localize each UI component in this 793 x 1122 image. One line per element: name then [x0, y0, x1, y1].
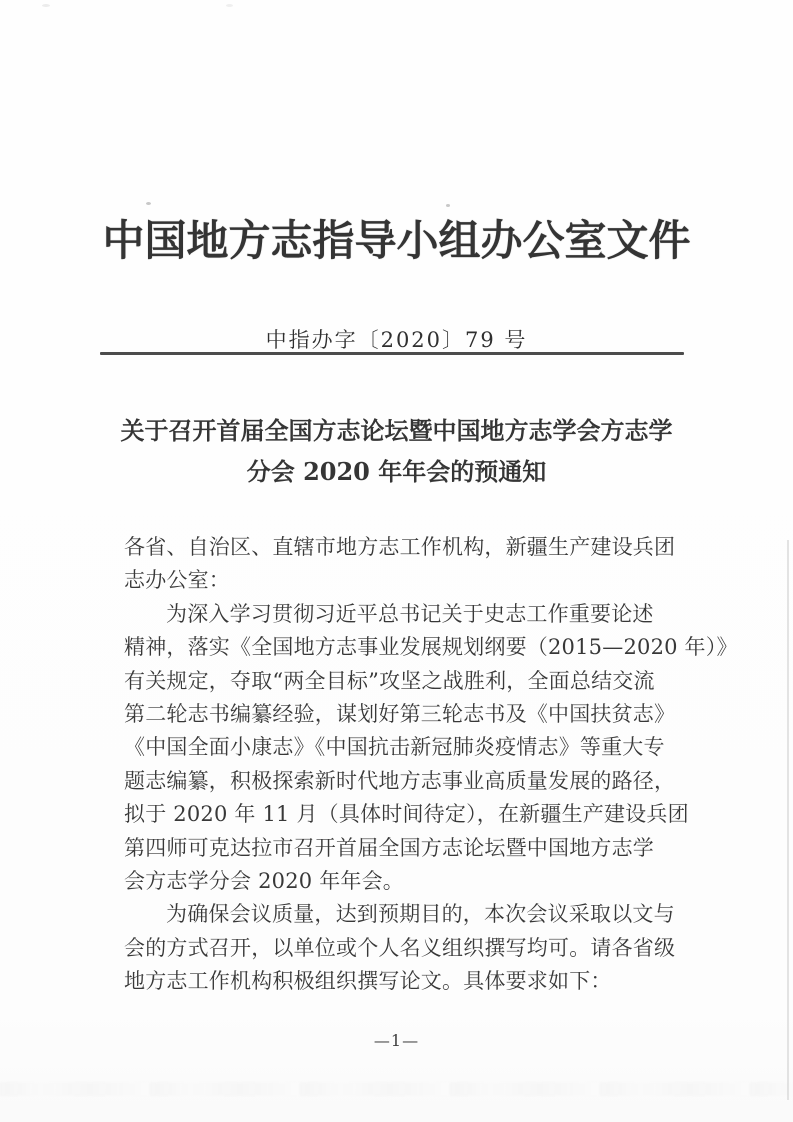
- body-line: 第二轮志书编纂经验，谋划好第三轮志书及《中国扶贫志》: [124, 702, 676, 727]
- body-line: 各省、自治区、直辖市地方志工作机构，新疆生产建设兵团: [124, 535, 676, 559]
- scan-speck: [42, 4, 50, 7]
- document-body: [124, 531, 738, 999]
- body-line: 《中国全面小康志》《中国抗击新冠肺炎疫情志》等重大专: [124, 735, 665, 760]
- body-line: 地方志工作机构积极组织撰写论文。具体要求如下：: [124, 969, 612, 994]
- document-number: 中指办字〔2020〕79 号: [265, 328, 528, 352]
- body-line: 有关规定，夺取“两全目标”攻坚之战胜利，全面总结交流: [124, 668, 655, 693]
- body-line: 拟于 2020 年 11 月（具体时间待定），在新疆生产建设兵团: [124, 802, 689, 827]
- scan-noise-band: [0, 1082, 793, 1096]
- body-line: 第四师可克达拉市召开首届全国方志论坛暨中国地方志学: [124, 835, 654, 860]
- body-line: 题志编纂，积极探索新时代地方志事业高质量发展的路径，: [124, 768, 676, 793]
- document-title: [0, 410, 793, 492]
- body-line: 为深入学习贯彻习近平总书记关于史志工作重要论述: [166, 601, 654, 626]
- page-number: —1—: [373, 1031, 420, 1050]
- body-line: 会的方式召开，以单位或个人名义组织撰写均可。请各省级: [124, 935, 676, 960]
- document-header-title: 中国地方志指导小组办公室文件: [102, 216, 691, 265]
- body-line: 为确保会议质量，达到预期目的，本次会议采取以文与: [166, 902, 675, 927]
- body-line: 会方志学分会 2020 年年会。: [124, 869, 404, 894]
- header-divider: [100, 352, 684, 355]
- document-title-line-2: 分会 2020 年年会的预通知: [246, 457, 547, 486]
- document-title-line-1: 关于召开首届全国方志论坛暨中国地方志学会方志学: [120, 416, 673, 445]
- body-line: 志办公室：: [124, 568, 230, 593]
- scan-edge-shadow: [787, 540, 789, 1100]
- body-line: 精神，落实《全国地方志事业发展规划纲要（2015—2020 年）》: [124, 635, 738, 660]
- scan-speck: [146, 202, 151, 205]
- scan-speck: [226, 4, 233, 7]
- scan-speck: [446, 204, 450, 207]
